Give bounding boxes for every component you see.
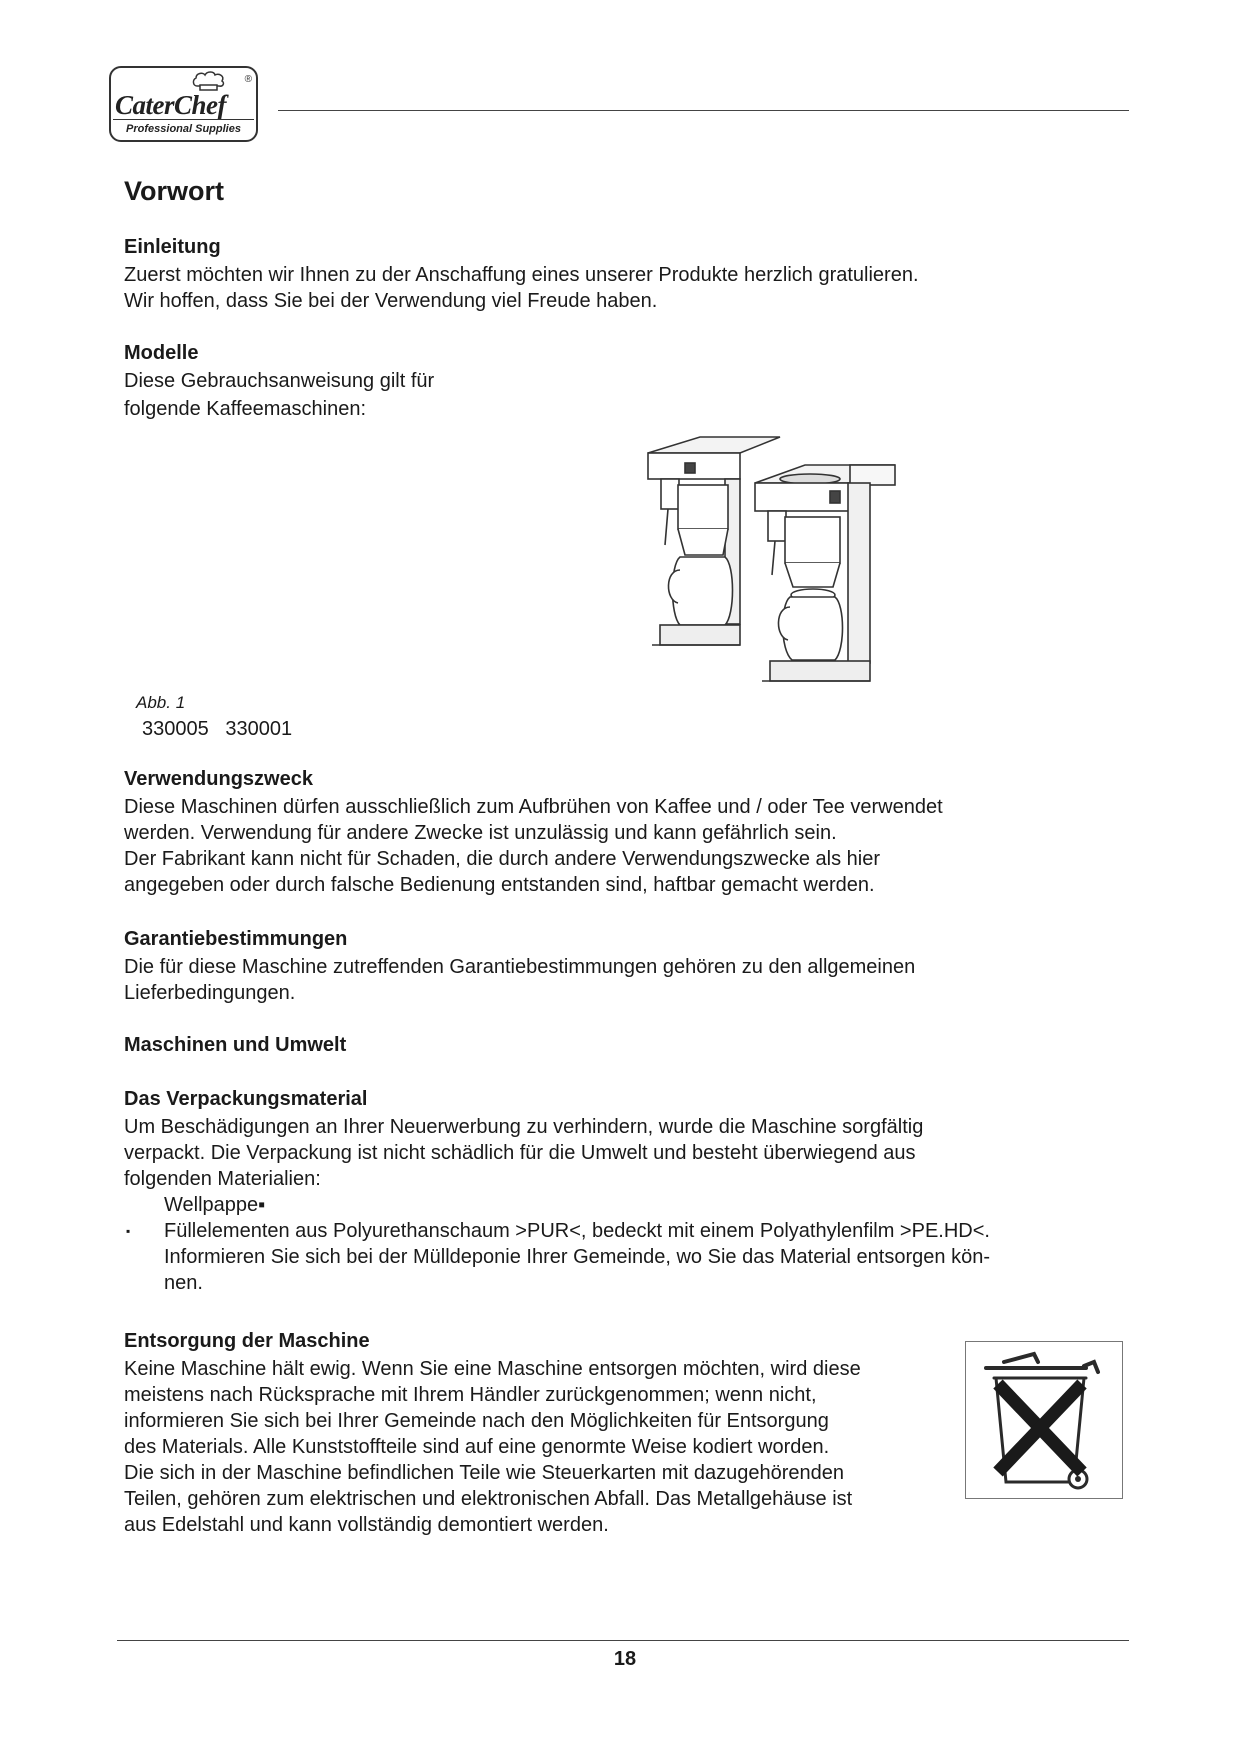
text-line: informieren Sie sich bei Ihrer Gemeinde nach den Möglichkeiten für Entsorgung bbox=[124, 1410, 829, 1432]
text-line: Keine Maschine hält ewig. Wenn Sie eine Maschine entsorgen möchten, wird diese bbox=[124, 1358, 861, 1380]
garantie-heading: Garantiebestimmungen bbox=[124, 928, 348, 950]
logo-tagline: Professional Supplies bbox=[113, 119, 254, 138]
figure-caption: Abb. 1 bbox=[136, 693, 186, 712]
entsorgung-heading: Entsorgung der Maschine bbox=[124, 1330, 370, 1352]
text-line: Die für diese Maschine zutreffenden Garantiebestimmungen gehören zu den allgemeinen bbox=[124, 956, 916, 978]
verwendungszweck-heading: Verwendungszweck bbox=[124, 768, 313, 790]
weee-disposal-symbol bbox=[965, 1341, 1123, 1499]
text-line: Zuerst möchten wir Ihnen zu der Anschaffung eines unserer Produkte herzlich gratulieren. bbox=[124, 264, 919, 286]
text-line: Füllelementen aus Polyurethanschaum >PUR<, bedeckt mit einem Polyathylenfilm >PE.HD<. bbox=[164, 1220, 990, 1242]
modelle-text bbox=[124, 368, 434, 422]
text-line: Diese Gebrauchsanweisung gilt für bbox=[124, 370, 435, 392]
text-line: Diese Maschinen dürfen ausschließlich zum Aufbrühen von Kaffee und / oder Tee verwendet bbox=[124, 796, 943, 818]
verpackung-heading: Das Verpackungsmaterial bbox=[124, 1088, 368, 1110]
text-line: folgende Kaffeemaschinen: bbox=[124, 398, 367, 420]
logo-registered-mark: ® bbox=[244, 74, 252, 85]
footer-rule bbox=[117, 1640, 1129, 1641]
text-line: Um Beschädigungen an Ihrer Neuerwerbung zu verhindern, wurde die Maschine sorgfältig bbox=[124, 1116, 924, 1138]
coffee-machines-illustration bbox=[630, 425, 925, 700]
text-line: Teilen, gehören zum elektrischen und elektronischen Abfall. Das Metallgehäuse ist bbox=[124, 1488, 853, 1510]
crossed-wheelie-bin-icon bbox=[966, 1342, 1121, 1497]
text-line: Wir hoffen, dass Sie bei der Verwendung viel Freude haben. bbox=[124, 290, 658, 312]
bullet-item-fuellelemente bbox=[164, 1218, 990, 1296]
text-line: aus Edelstahl und kann vollständig demontiert werden. bbox=[124, 1514, 609, 1536]
einleitung-text bbox=[124, 262, 919, 314]
entsorgung-text bbox=[124, 1356, 861, 1538]
text-line: nen. bbox=[164, 1272, 203, 1294]
text-line: des Materials. Alle Kunststoffteile sind auf eine genormte Weise kodiert worden. bbox=[124, 1436, 830, 1458]
text-line: folgenden Materialien: bbox=[124, 1168, 321, 1190]
chef-hat-icon bbox=[191, 70, 227, 92]
text-line: Informieren Sie sich bei der Mülldeponie Ihrer Gemeinde, wo Sie das Material entsorgen kön- bbox=[164, 1246, 990, 1268]
text-line: Die sich in der Maschine befindlichen Teile wie Steuerkarten mit dazugehörenden bbox=[124, 1462, 845, 1484]
text-line: angegeben oder durch falsche Bedienung entstanden sind, haftbar gemacht werden. bbox=[124, 874, 875, 896]
bullet-mark: ▪ bbox=[126, 1224, 131, 1238]
page-number: 18 bbox=[613, 1648, 637, 1670]
logo-brand-text: CaterChef bbox=[115, 90, 227, 120]
model-numbers: 330005 330001 bbox=[142, 718, 293, 740]
umwelt-heading: Maschinen und Umwelt bbox=[124, 1034, 347, 1056]
text-line: Lieferbedingungen. bbox=[124, 982, 296, 1004]
text-line: verpackt. Die Verpackung ist nicht schädlich für die Umwelt und besteht überwiegend aus bbox=[124, 1142, 916, 1164]
modelle-heading: Modelle bbox=[124, 342, 199, 364]
bullet-item-wellpappe: Wellpappe▪ bbox=[164, 1194, 266, 1216]
einleitung-heading: Einleitung bbox=[124, 236, 221, 258]
verpackung-text bbox=[124, 1114, 923, 1192]
text-line: Der Fabrikant kann nicht für Schaden, die durch andere Verwendungszwecke als hier bbox=[124, 848, 880, 870]
text-line: werden. Verwendung für andere Zwecke ist unzulässig und kann gefährlich sein. bbox=[124, 822, 837, 844]
text-line: meistens nach Rücksprache mit Ihrem Händler zurückgenommen; wenn nicht, bbox=[124, 1384, 817, 1406]
header-rule bbox=[278, 110, 1129, 111]
garantie-text bbox=[124, 954, 915, 1006]
page-title: Vorwort bbox=[124, 176, 224, 206]
verwendungszweck-text bbox=[124, 794, 943, 898]
caterchef-logo bbox=[109, 66, 258, 142]
